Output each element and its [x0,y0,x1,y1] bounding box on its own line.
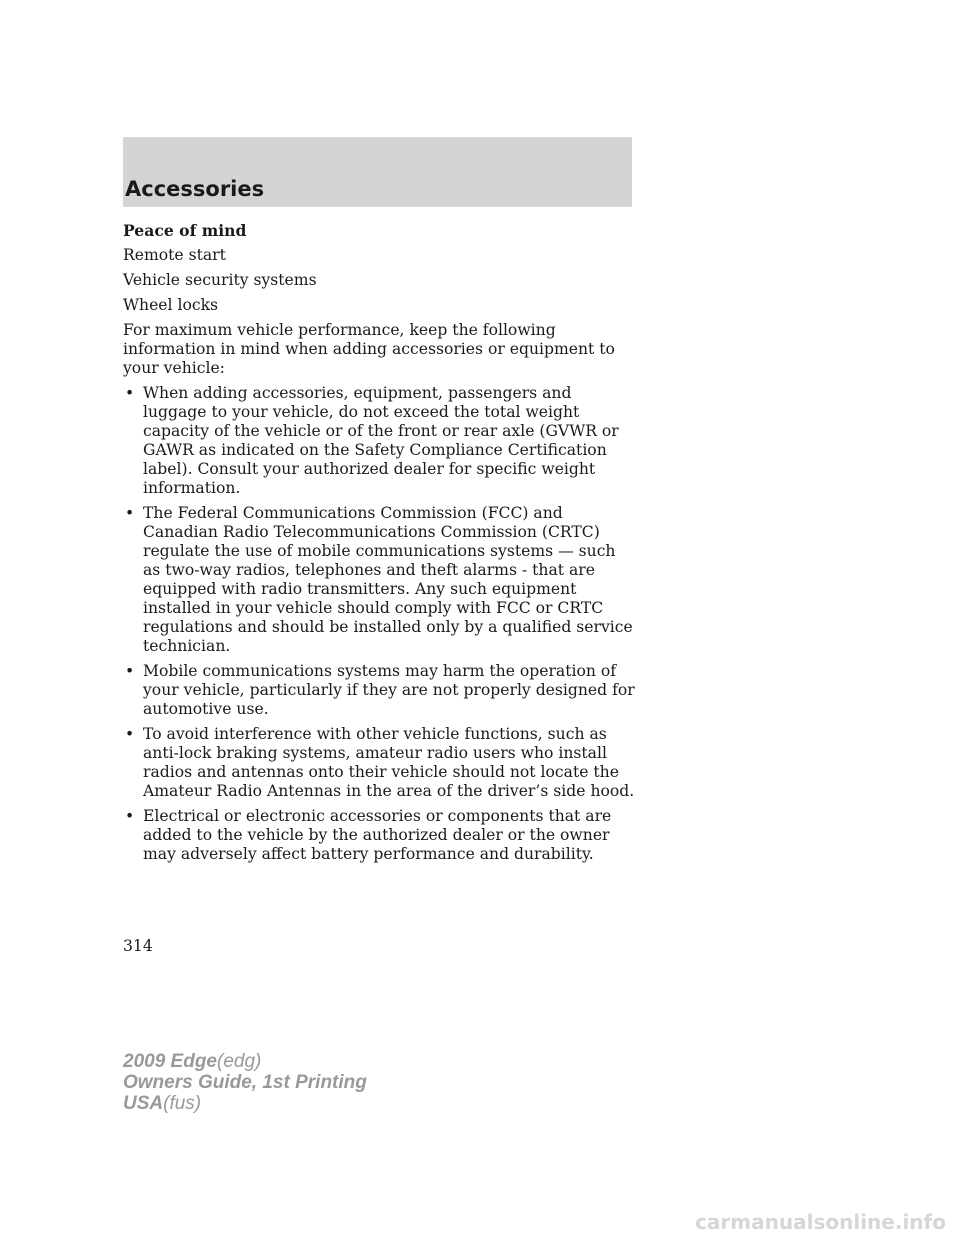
footer-model-code: (edg) [217,1051,262,1072]
accessory-item: Wheel locks [123,296,219,314]
bullet-item [123,504,635,656]
section-title: Accessories [125,177,265,201]
bullet-icon: • [125,725,135,743]
bullet-item [123,384,635,498]
page-content [123,221,635,870]
bullet-text: To avoid interference with other vehicle functions, such as anti-lock braking systems, amateur radio users who install radios and antennas onto their vehicle should not locate the Amateur Radio Antennas in the area of the driver’s side hood. [143,725,635,800]
bullet-item [123,662,635,719]
bullet-text: When adding accessories, equipment, passengers and luggage to your vehicle, do not exceed the total weight capacity of the vehicle or of the front or rear axle (GVWR or GAWR as indicated on the Safety Compliance Certification label). Consult your authorized dealer for specific weight information. [143,384,619,497]
footer-market: USA [123,1093,164,1114]
bullet-item [123,725,635,801]
bullet-icon: • [125,662,135,680]
bullet-icon: • [125,504,135,522]
page-number: 314 [123,937,153,955]
footer-model: 2009 Edge [123,1051,217,1072]
bullet-text: Electrical or electronic accessories or components that are added to the vehicle by the authorized dealer or the owner may adversely affect battery performance and durability. [143,807,612,863]
footer-line-printing: Owners Guide, 1st Printing [123,1072,367,1093]
bullet-text: Mobile communications systems may harm the operation of your vehicle, particularly if they are not properly designed for automotive use. [143,662,635,718]
subheading: Peace of mind [123,221,247,240]
bullet-icon: • [125,807,135,825]
section-header-band [123,137,632,207]
print-footer [123,1051,367,1114]
watermark: carmanualsonline.info [695,1210,946,1234]
accessory-item: Remote start [123,246,226,264]
bullet-list [123,384,635,864]
bullet-icon: • [125,384,135,402]
footer-line-model [123,1051,367,1072]
intro-paragraph: For maximum vehicle performance, keep the following information in mind when adding accessories or equipment to your vehicle: [123,321,615,377]
bullet-item [123,807,635,864]
accessory-item: Vehicle security systems [123,271,317,289]
footer-market-code: (fus) [163,1093,202,1114]
bullet-text: The Federal Communications Commission (FCC) and Canadian Radio Telecommunications Commission (CRTC) regulate the use of mobile communications systems — such as two-way radios, telephones and theft alarms - that are equipped with radio transmitters. Any such equipment installed in your vehicle should comply with FCC or CRTC regulations and should be installed only by a qualified service technician. [143,504,633,655]
footer-line-market [123,1093,367,1114]
